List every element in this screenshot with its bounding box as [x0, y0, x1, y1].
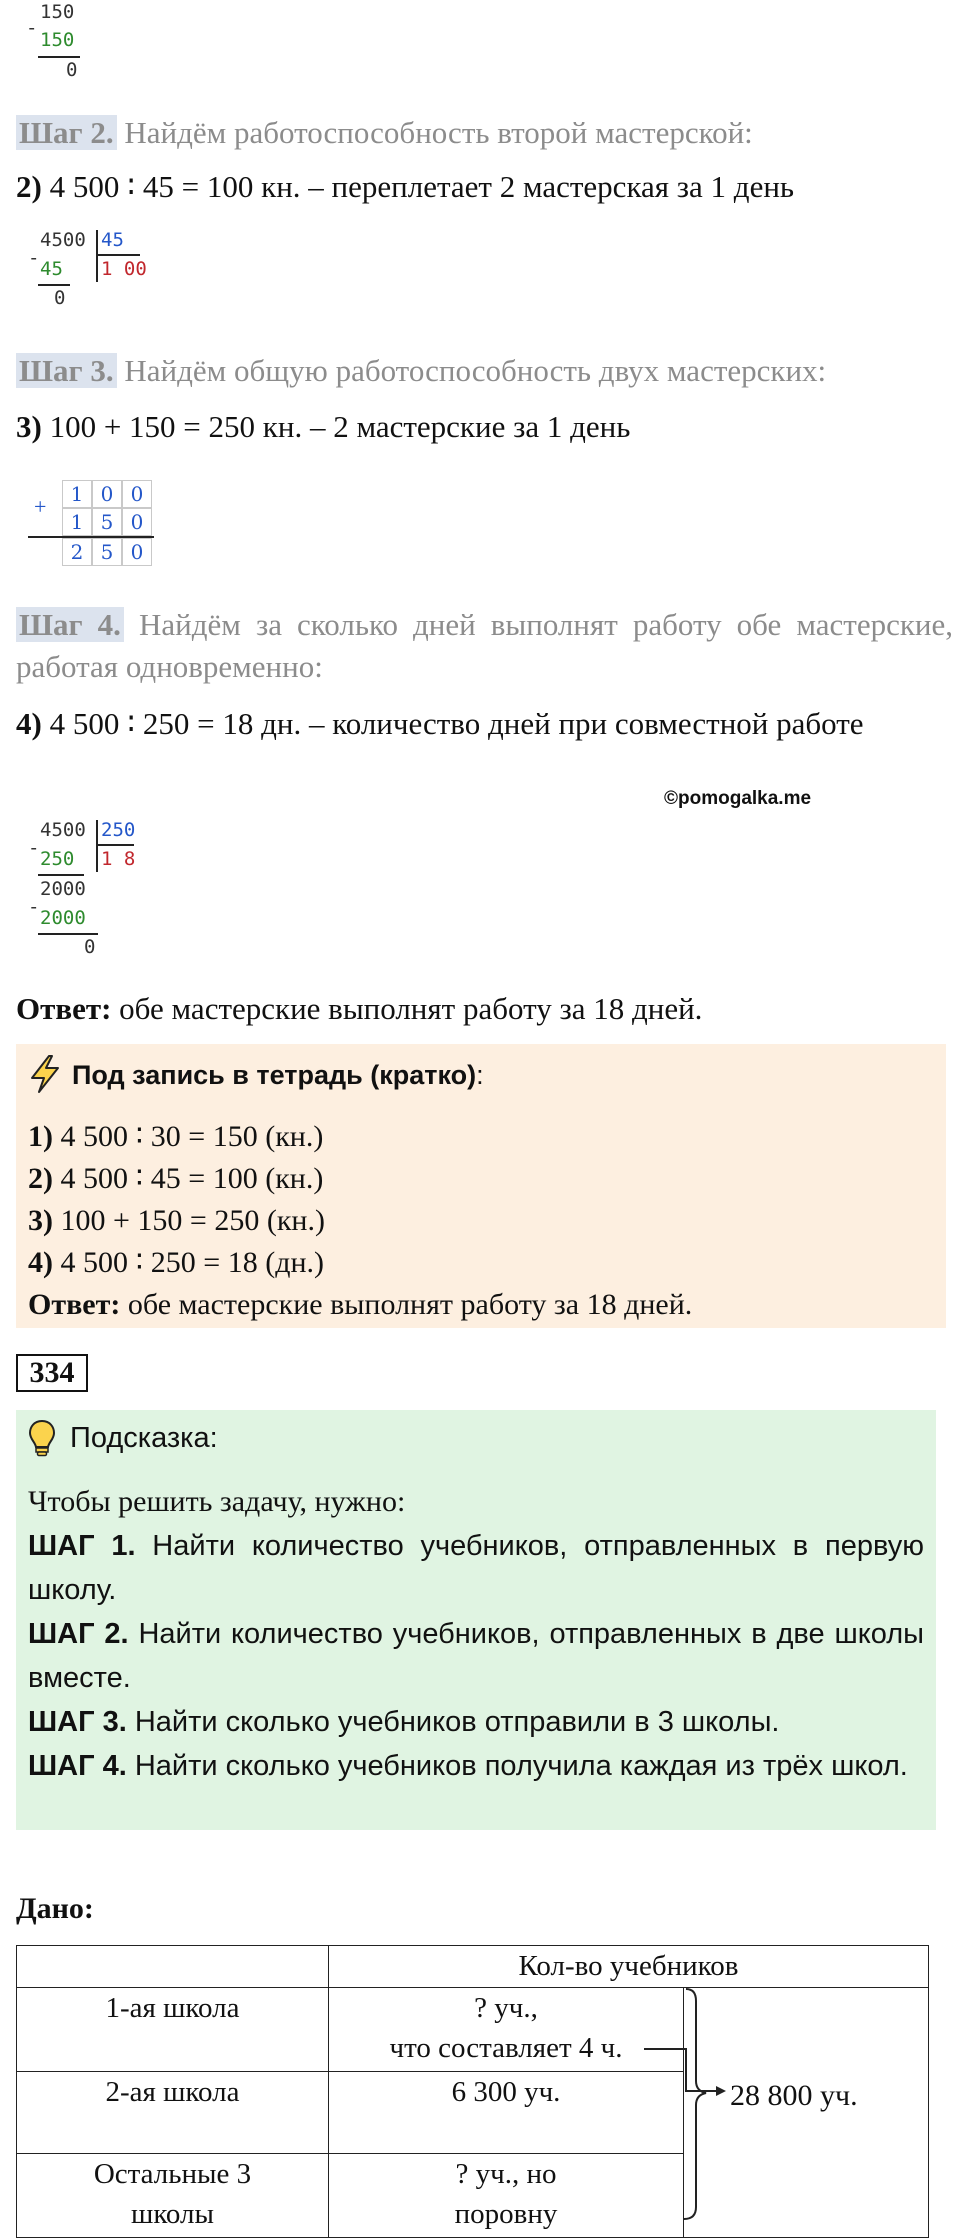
notebook-box [16, 1044, 946, 1328]
step-4-text: Найдём за сколько дней выполнят работу обе мастерские, работая одновременно: [16, 607, 953, 684]
step-3-text: Найдём общую работоспособность двух мастерских: [124, 353, 827, 388]
equation-4-number: 4) [16, 706, 42, 741]
line-text: 4 500 ∶ 45 = 100 (кн.) [60, 1162, 324, 1195]
hint-step-1 [28, 1524, 924, 1612]
hint-step-text: Найти сколько учебников отправили в 3 школы. [134, 1706, 780, 1738]
task-number: 334 [16, 1354, 88, 1392]
step-2-text: Найдём работоспособность второй мастерской: [124, 115, 753, 150]
hint-step-2 [28, 1612, 924, 1700]
hint-step-text: Найти количество учебников, отправленных в первую школу. [28, 1530, 924, 1606]
hint-step-text: Найти количество учебников, отправленных в две школы вместе. [28, 1618, 924, 1694]
digit-cell: 0 [122, 538, 152, 566]
subtrahend-1: 250 [40, 848, 75, 870]
minus-sign: - [28, 837, 40, 859]
minus-sign: - [28, 896, 40, 918]
line-text: 100 + 150 = 250 (кн.) [60, 1204, 325, 1237]
plus-sign: + [34, 494, 47, 519]
answer-label: Ответ: [16, 991, 112, 1026]
notebook-line [28, 1242, 692, 1284]
column-addition [28, 480, 158, 576]
step-3-label: Шаг 3. [16, 353, 117, 388]
notebook-title [72, 1056, 484, 1094]
notebook-line [28, 1200, 692, 1242]
given-label: Дано: [16, 1892, 94, 1925]
equation-4 [16, 703, 953, 745]
equation-4-text: 4 500 ∶ 250 = 18 дн. – количество дней при совместной работе [49, 706, 864, 741]
notebook-title-colon: : [476, 1060, 484, 1090]
remainder: 0 [84, 936, 96, 958]
line-number: 1) [28, 1120, 53, 1153]
equation-2 [16, 166, 952, 208]
line-number: 2) [28, 1162, 53, 1195]
divisor: 250 [101, 819, 136, 841]
division-top: 150 [40, 1, 75, 23]
answer-text: обе мастерские выполнят работу за 18 дней. [119, 991, 703, 1026]
digit-cell: 0 [122, 508, 152, 536]
equation-2-number: 2) [16, 169, 42, 204]
table-cell: 1-ая школа [17, 1988, 329, 2072]
hint-step-label: ШАГ 4. [28, 1750, 127, 1782]
hint-title: Подсказка: [70, 1422, 218, 1454]
hint-intro: Чтобы решить задачу, нужно: [28, 1485, 406, 1518]
hint-step-3 [28, 1700, 924, 1744]
step-4-label: Шаг 4. [16, 607, 124, 642]
subtrahend-2: 2000 [40, 907, 86, 929]
cell-line: Остальные 3 [93, 2158, 252, 2190]
table-cell [17, 1946, 329, 1988]
table-cell [17, 2154, 329, 2238]
table-cell [329, 2154, 684, 2238]
quotient: 1 00 [101, 258, 147, 280]
hint-step-4 [28, 1744, 924, 1788]
digit-cell: 1 [62, 480, 92, 508]
step-2 [16, 112, 952, 154]
line-number: 3) [28, 1204, 53, 1237]
notebook-answer [28, 1284, 692, 1326]
hint-step-label: ШАГ 2. [28, 1618, 129, 1650]
equation-3-number: 3) [16, 409, 42, 444]
dividend: 4500 [40, 819, 86, 841]
dividend: 4500 [40, 229, 86, 251]
minus-sign: - [28, 247, 40, 269]
step-4 [16, 604, 953, 688]
hint-step-label: ШАГ 3. [28, 1706, 127, 1738]
answer [16, 988, 952, 1030]
cell-line: что составляет 4 ч. [389, 2032, 623, 2064]
cell-line: школы [130, 2198, 215, 2230]
sum-line [28, 536, 154, 538]
table-header: Кол-во учебников [329, 1946, 929, 1988]
digit-cell: 2 [62, 538, 92, 566]
subtrahend: 45 [40, 258, 63, 280]
hint-box [16, 1410, 936, 1830]
table-cell [329, 1988, 684, 2072]
divisor: 45 [101, 229, 124, 251]
equation-3 [16, 406, 952, 448]
table-cell: 6 300 уч. [329, 2072, 684, 2154]
table-row [17, 1988, 929, 2072]
step-2-label: Шаг 2. [16, 115, 117, 150]
table-row [17, 1946, 929, 1988]
hint-step-text: Найти сколько учебников получила каждая из трёх школ. [134, 1750, 908, 1782]
intermediate: 2000 [40, 878, 86, 900]
division-subtrahend: 150 [40, 29, 75, 51]
watermark: ©pomogalka.me [664, 788, 812, 809]
notebook-title-text: Под запись в тетрадь (кратко) [72, 1060, 477, 1090]
quotient: 1 8 [101, 848, 136, 870]
cell-line: ? уч., но [455, 2158, 557, 2190]
lightbulb-icon [28, 1418, 56, 1458]
division-bar [96, 230, 98, 282]
cell-line: поровну [454, 2198, 558, 2230]
digit-cell: 1 [62, 508, 92, 536]
total-value: 28 800 уч. [730, 2079, 858, 2112]
equation-2-text: 4 500 ∶ 45 = 100 кн. – переплетает 2 мастерская за 1 день [49, 169, 795, 204]
remainder: 0 [54, 287, 66, 309]
notebook-line [28, 1116, 692, 1158]
step-3 [16, 350, 952, 392]
digit-cell: 5 [92, 538, 122, 566]
minus-sign: - [26, 17, 38, 39]
digit-cell: 0 [92, 480, 122, 508]
division-remainder: 0 [66, 59, 78, 81]
line-number: 4) [28, 1246, 53, 1279]
answer-label: Ответ: [28, 1288, 121, 1321]
equation-3-text: 100 + 150 = 250 кн. – 2 мастерские за 1 день [49, 409, 631, 444]
line-text: 4 500 ∶ 250 = 18 (дн.) [60, 1246, 325, 1279]
answer-text: обе мастерские выполнят работу за 18 дней. [127, 1288, 693, 1321]
division-bar [96, 820, 98, 872]
digit-cell: 0 [122, 480, 152, 508]
notebook-line [28, 1158, 692, 1200]
digit-cell: 5 [92, 508, 122, 536]
lightning-icon [28, 1054, 62, 1094]
notebook-lines [28, 1116, 692, 1326]
cell-line: ? уч., [474, 1992, 538, 2024]
hint-step-label: ШАГ 1. [28, 1530, 136, 1562]
table-cell: 2-ая школа [17, 2072, 329, 2154]
line-text: 4 500 ∶ 30 = 150 (кн.) [60, 1120, 324, 1153]
